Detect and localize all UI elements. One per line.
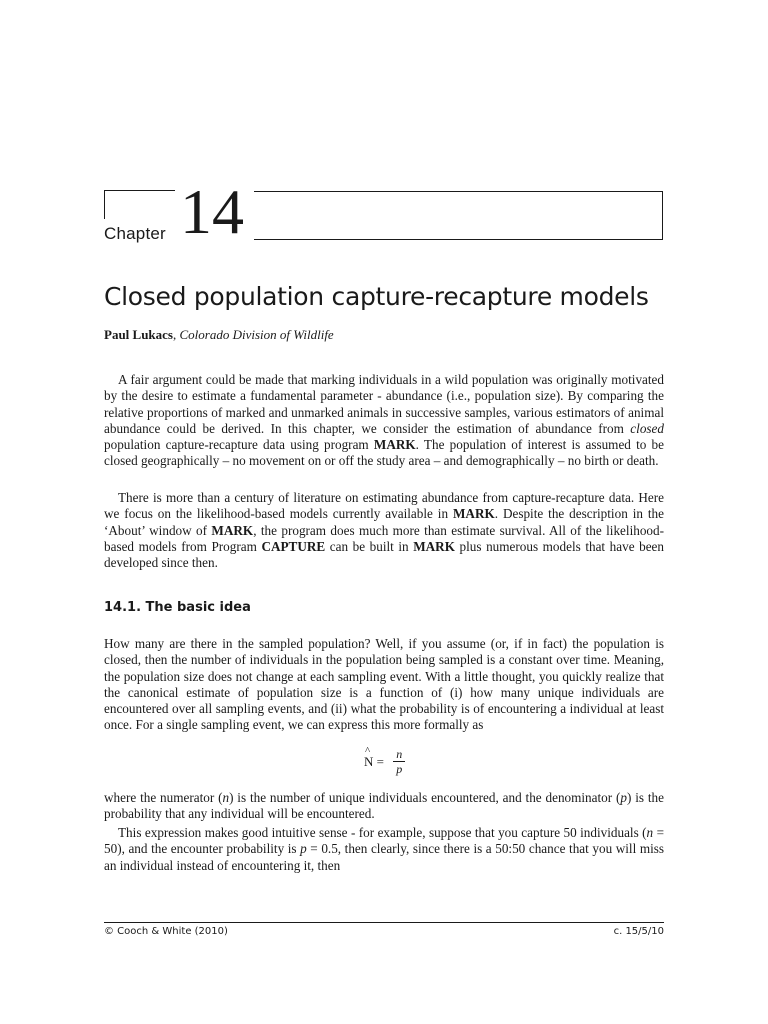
para5-italic-n: n	[646, 825, 654, 840]
footer-rule	[104, 922, 664, 923]
para1-text-2: population capture-recapture data using program	[104, 437, 374, 453]
chapter-frame-right	[254, 191, 663, 240]
author-affiliation: Colorado Division of Wildlife	[179, 327, 334, 342]
formula-hat: ^	[365, 745, 371, 757]
para1-text-1: A fair argument could be made that marking individuals in a wild population was originally motivated by the desire to estimate a fundamental parameter - abundance (i.e., population size). By comparing the relative proportions of marked and unmarked animals in successive samples, various estimators of animal abundance could be derived. In this chapter, we consider the estimation of abundance from	[104, 372, 664, 436]
formula-denominator: p	[396, 762, 403, 776]
para1-bold-mark: MARK	[373, 437, 416, 453]
para5-text-3: = 0.5, then clearly, since there is a 50:50 chance that you will miss an individual instead of encountering it, then	[104, 841, 665, 873]
para2-text-5: plus numerous models that have been developed since then.	[104, 538, 665, 571]
section-heading: 14.1. The basic idea	[104, 600, 251, 615]
footer-date: c. 15/5/10	[613, 926, 664, 937]
para1-text-3: . The population of interest is assumed to be closed geographically – no movement on or off the study area – and demographically – no birth or death.	[104, 437, 665, 469]
footer-copyright: © Cooch & White (2010)	[104, 926, 228, 937]
intro-paragraph-1	[104, 372, 664, 470]
para5-text-1: This expression makes good intuitive sense - for example, suppose that you capture 50 individuals (	[118, 825, 647, 840]
para5-text-2: = 50), and the encounter probability is	[104, 825, 664, 857]
formula-equals: =	[373, 754, 388, 769]
formula-lhs	[364, 745, 374, 770]
chapter-label: Chapter	[104, 224, 166, 243]
estimator-formula	[364, 745, 405, 776]
para2-text-1: There is more than a century of literature on estimating abundance from capture-recapture data. Here we focus on the likelihood-based models currently available in	[104, 490, 664, 522]
chapter-number: 14	[180, 176, 244, 247]
section-paragraph-2	[104, 790, 664, 823]
section-paragraph-1: How many are there in the sampled population? Well, if you assume (or, if in fact) the population is closed, then the number of individuals in the population being sampled is a constant over time. Meaning, the population size does not change at each sampling event. With a little thought, you quickly realize that the canonical estimate of population size is a function of (i) how many unique individuals are encountered over all sampling events, and (ii) what the probability is of encountering a individual at least once. For a single sampling event, we can express this more formally as	[104, 636, 664, 733]
intro-paragraph-2	[104, 490, 664, 571]
formula-fraction	[393, 748, 405, 776]
para5-italic-p: p	[300, 841, 307, 857]
para2-text-3: , the program does much more than estimate survival. All of the likelihood-based models from Program	[104, 522, 665, 554]
para2-bold-2: MARK	[211, 522, 254, 538]
para1-italic: closed	[630, 420, 664, 436]
para2-bold-1: MARK	[452, 506, 495, 522]
author-name: Paul Lukacs	[104, 327, 173, 342]
para4-text-2: ) is the number of unique individuals encountered, and the denominator (	[229, 790, 621, 805]
para2-bold-3: CAPTURE	[261, 538, 326, 554]
para4-text-1: where the numerator (	[104, 790, 223, 805]
author-separator: ,	[173, 327, 180, 342]
para4-italic-p: p	[620, 790, 627, 805]
para2-text-2: . Despite the description in the ‘About’ window of	[104, 506, 664, 538]
section-paragraph-3	[104, 825, 664, 874]
para2-bold-4: MARK	[413, 538, 455, 554]
para2-text-4: can be built in	[325, 538, 414, 554]
author-line	[104, 327, 334, 343]
para4-italic-n: n	[222, 790, 230, 805]
chapter-frame-left	[104, 190, 175, 219]
formula-n-symbol: N	[364, 754, 374, 769]
chapter-title: Closed population capture-recapture models	[104, 282, 649, 311]
para4-text-3: ) is the probability that any individual will be encountered.	[104, 790, 664, 822]
formula-numerator: n	[396, 747, 403, 761]
